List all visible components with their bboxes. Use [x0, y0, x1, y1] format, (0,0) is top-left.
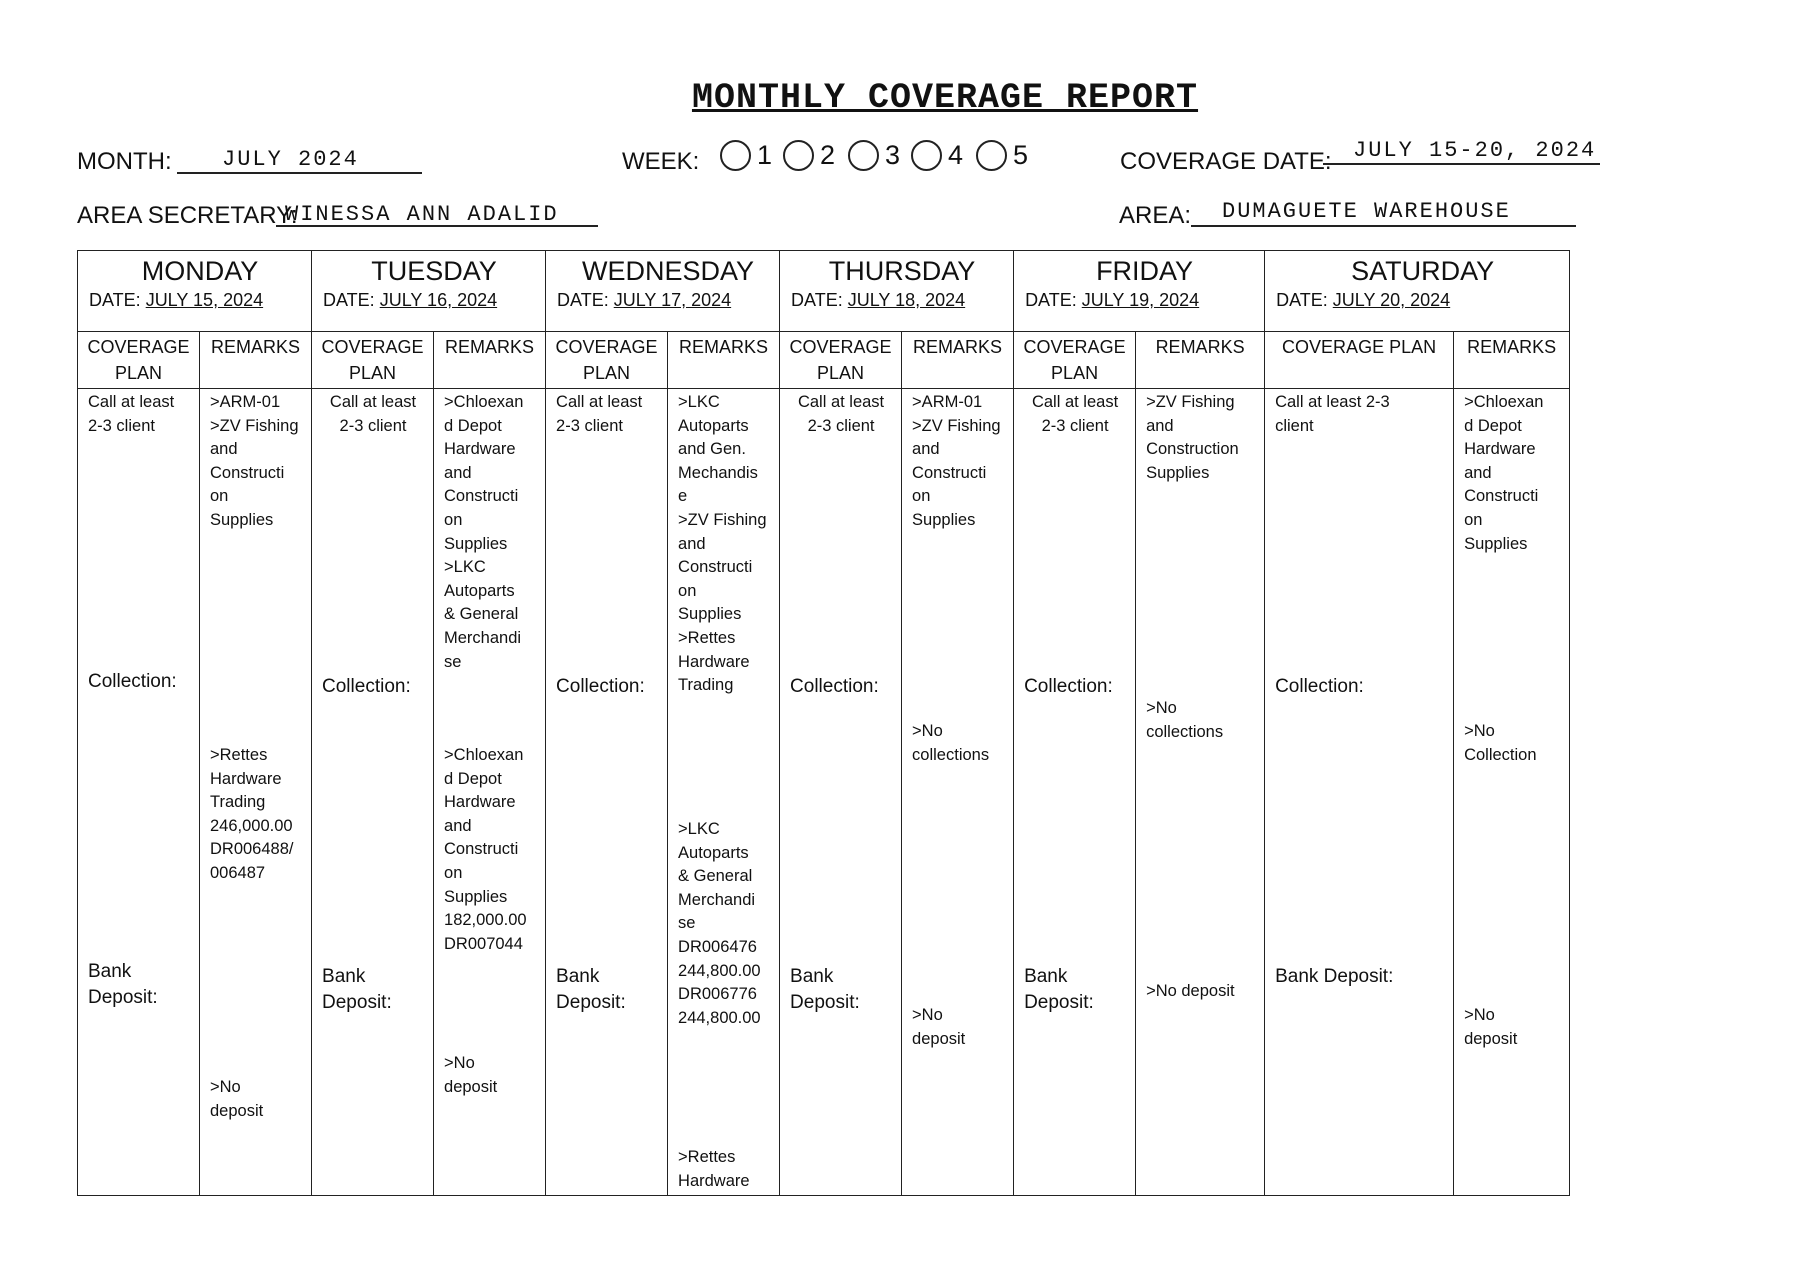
remarks-collection: >No collections	[1146, 699, 1224, 741]
day-header-friday	[1014, 251, 1265, 332]
remarks-collection: >Rettes Hardware Trading 246,000.00 DR006488/ 006487	[210, 746, 294, 882]
coverage-plan-header: COVERAGE PLAN	[1014, 332, 1136, 389]
radio-icon[interactable]	[976, 140, 1007, 171]
radio-icon[interactable]	[783, 140, 814, 171]
day-name: MONDAY	[141, 256, 259, 286]
day-header-row	[78, 251, 1570, 332]
date-label: DATE:	[89, 290, 141, 310]
coverage-plan-cell-wednesday	[546, 389, 668, 1196]
remarks-header: REMARKS	[200, 332, 312, 389]
remarks-collection: >No Collection	[1464, 722, 1537, 764]
bank-deposit-label: Bank Deposit:	[88, 961, 158, 1008]
secretary-label: AREA SECRETARY:	[77, 202, 298, 229]
remarks-cell-tuesday	[434, 389, 546, 1196]
date-value: JULY 16, 2024	[379, 290, 498, 310]
day-date	[1276, 290, 1569, 311]
date-value: JULY 20, 2024	[1332, 290, 1451, 310]
date-label: DATE:	[1276, 290, 1328, 310]
area-label: AREA:	[1119, 202, 1192, 229]
remarks-plan: >ZV Fishing and Construction Supplies	[1146, 393, 1239, 482]
week-option-2[interactable]	[783, 140, 835, 171]
remarks-deposit: >No deposit	[210, 1078, 264, 1120]
remarks-cell-saturday	[1454, 389, 1570, 1196]
remarks-plan: >ARM-01 >ZV Fishing and Constructi on Supplies	[912, 393, 1001, 529]
secretary-value: WINESSA ANN ADALID	[285, 202, 559, 227]
coverage-plan-header: COVERAGE PLAN	[780, 332, 902, 389]
day-date	[557, 290, 779, 311]
date-value: JULY 19, 2024	[1081, 290, 1200, 310]
remarks-header: REMARKS	[434, 332, 546, 389]
coverage-date-label: COVERAGE DATE:	[1120, 148, 1332, 175]
remarks-deposit: >No deposit	[1146, 982, 1235, 1000]
collection-label: Collection:	[790, 676, 879, 697]
remarks-deposit: >No deposit	[1464, 1006, 1518, 1048]
remarks-deposit: >No deposit	[912, 1006, 966, 1048]
coverage-date-value: JULY 15-20, 2024	[1353, 138, 1597, 163]
collection-label: Collection:	[556, 676, 645, 697]
remarks-cell-wednesday	[668, 389, 780, 1196]
day-date	[1025, 290, 1264, 311]
remarks-collection: >Chloexan d Depot Hardware and Constructi on Supplies 182,000.00 DR007044	[444, 746, 527, 953]
coverage-table	[77, 250, 1570, 1196]
day-header-tuesday	[312, 251, 546, 332]
day-name: SATURDAY	[1351, 256, 1495, 286]
date-value: JULY 17, 2024	[613, 290, 732, 310]
plan-text: Call at least 2-3 client	[329, 393, 417, 435]
plan-text: Call at least 2-3 client	[797, 393, 885, 435]
week-option-label: 2	[820, 140, 836, 170]
plan-text: Call at least 2-3 client	[1275, 393, 1390, 435]
coverage-plan-header: COVERAGE PLAN	[312, 332, 434, 389]
week-label: WEEK:	[622, 148, 700, 175]
remarks-header: REMARKS	[668, 332, 780, 389]
week-option-5[interactable]	[976, 140, 1028, 171]
plan-text: Call at least 2-3 client	[88, 393, 175, 435]
remarks-header: REMARKS	[1454, 332, 1570, 389]
date-label: DATE:	[1025, 290, 1077, 310]
plan-text: Call at least 2-3 client	[556, 393, 643, 435]
week-option-label: 5	[1013, 140, 1029, 170]
remarks-cell-thursday	[902, 389, 1014, 1196]
day-date	[791, 290, 1013, 311]
plan-text: Call at least 2-3 client	[1031, 393, 1119, 435]
day-name: THURSDAY	[828, 256, 976, 286]
coverage-plan-cell-monday	[78, 389, 200, 1196]
coverage-plan-cell-tuesday	[312, 389, 434, 1196]
remarks-collection: >LKC Autoparts & General Merchandi se DR006476 244,800.00 DR006776 244,800.00	[678, 820, 761, 1027]
date-label: DATE:	[557, 290, 609, 310]
day-header-monday	[78, 251, 312, 332]
bank-deposit-label: Bank Deposit:	[1275, 966, 1394, 987]
remarks-cell-monday	[200, 389, 312, 1196]
coverage-plan-header: COVERAGE PLAN	[1265, 332, 1454, 389]
day-header-wednesday	[546, 251, 780, 332]
remarks-collection: >No collections	[912, 722, 990, 764]
day-name: TUESDAY	[371, 256, 497, 286]
remarks-deposit: >Rettes Hardware	[678, 1148, 750, 1190]
date-label: DATE:	[791, 290, 843, 310]
coverage-plan-header: COVERAGE PLAN	[78, 332, 200, 389]
bank-deposit-label: Bank Deposit:	[556, 966, 626, 1013]
date-value: JULY 18, 2024	[847, 290, 966, 310]
body-row	[78, 389, 1570, 1196]
collection-label: Collection:	[1275, 676, 1364, 697]
week-option-label: 1	[757, 140, 773, 170]
bank-deposit-label: Bank Deposit:	[322, 966, 392, 1013]
coverage-plan-cell-saturday	[1265, 389, 1454, 1196]
radio-icon[interactable]	[848, 140, 879, 171]
week-option-4[interactable]	[911, 140, 963, 171]
remarks-plan: >ARM-01 >ZV Fishing and Constructi on Supplies	[210, 393, 299, 529]
report-title: MONTHLY COVERAGE REPORT	[691, 78, 1199, 118]
remarks-deposit: >No deposit	[444, 1054, 498, 1096]
radio-icon[interactable]	[720, 140, 751, 171]
remarks-plan: >Chloexan d Depot Hardware and Constructi on Supplies >LKC Autoparts & General Merchandi se	[444, 393, 524, 671]
sub-header-row	[78, 332, 1570, 389]
bank-deposit-label: Bank Deposit:	[790, 966, 860, 1013]
week-option-1[interactable]	[720, 140, 772, 171]
collection-label: Collection:	[88, 671, 177, 692]
week-option-label: 3	[885, 140, 901, 170]
month-value: JULY 2024	[222, 147, 359, 172]
day-name: WEDNESDAY	[582, 256, 755, 286]
bank-deposit-label: Bank Deposit:	[1024, 966, 1094, 1013]
area-value: DUMAGUETE WAREHOUSE	[1222, 199, 1511, 224]
remarks-cell-friday	[1136, 389, 1265, 1196]
coverage-plan-cell-friday	[1014, 389, 1136, 1196]
remarks-plan: >LKC Autoparts and Gen. Mechandis e >ZV Fishing and Constructi on Supplies >Rettes Hardware Trading	[678, 393, 767, 695]
collection-label: Collection:	[1024, 676, 1113, 697]
radio-icon[interactable]	[911, 140, 942, 171]
coverage-plan-header: COVERAGE PLAN	[546, 332, 668, 389]
day-date	[89, 290, 311, 311]
date-value: JULY 15, 2024	[145, 290, 264, 310]
day-date	[323, 290, 545, 311]
collection-label: Collection:	[322, 676, 411, 697]
day-header-saturday	[1265, 251, 1570, 332]
remarks-header: REMARKS	[902, 332, 1014, 389]
coverage-plan-cell-thursday	[780, 389, 902, 1196]
day-name: FRIDAY	[1096, 256, 1194, 286]
week-option-label: 4	[948, 140, 964, 170]
month-label: MONTH:	[77, 148, 172, 175]
week-option-3[interactable]	[848, 140, 900, 171]
remarks-plan: >Chloexan d Depot Hardware and Constructi on Supplies	[1464, 393, 1544, 553]
remarks-header: REMARKS	[1136, 332, 1265, 389]
day-header-thursday	[780, 251, 1014, 332]
date-label: DATE:	[323, 290, 375, 310]
